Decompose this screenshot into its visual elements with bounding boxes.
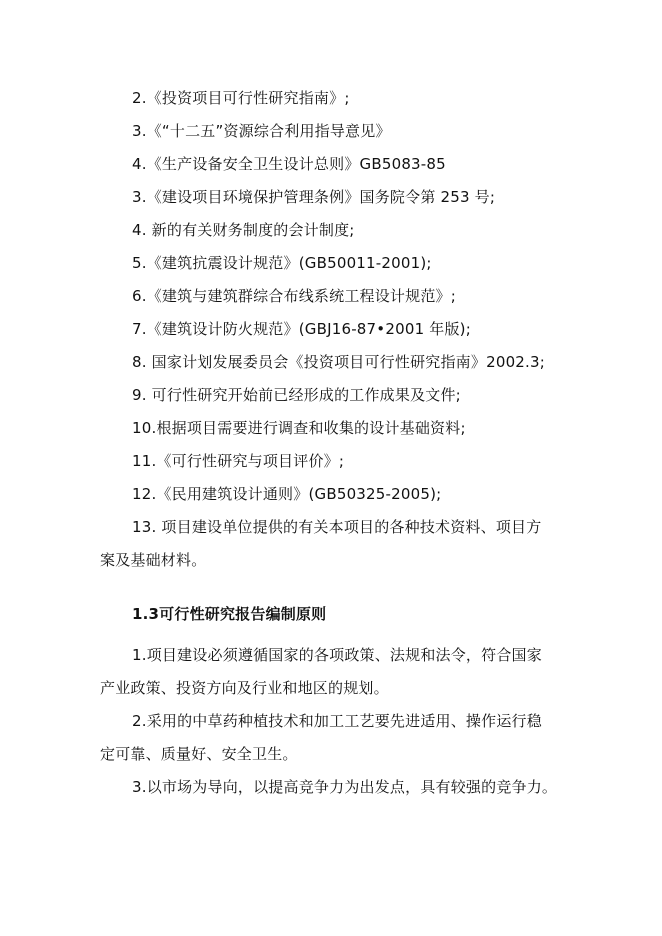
reference-item: 10.根据项目需要进行调查和收集的设计基础资料;	[132, 419, 466, 437]
principle-2-cont: 定可靠、质量好、安全卫生。	[100, 745, 298, 763]
principle-3: 3.以市场为导向，以提高竞争力为出发点，具有较强的竞争力。	[132, 778, 558, 796]
reference-item: 8. 国家计划发展委员会《投资项目可行性研究指南》2002.3;	[132, 353, 546, 371]
reference-item: 2.《投资项目可行性研究指南》;	[132, 89, 350, 107]
principle-1-cont: 产业政策、投资方向及行业和地区的规划。	[100, 679, 389, 697]
reference-item: 3.《“十二五”资源综合利用指导意见》	[132, 122, 391, 140]
reference-item: 4.《生产设备安全卫生设计总则》GB5083-85	[132, 155, 446, 173]
reference-item: 7.《建筑设计防火规范》(GBJ16-87•2001 年版);	[132, 320, 471, 338]
reference-item: 9. 可行性研究开始前已经形成的工作成果及文件;	[132, 386, 461, 404]
reference-item: 6.《建筑与建筑群综合布线系统工程设计规范》;	[132, 287, 456, 305]
principle-2: 2.采用的中草药种植技术和加工工艺要先进适用、操作运行稳	[132, 712, 542, 730]
principle-1: 1.项目建设必须遵循国家的各项政策、法规和法令，符合国家	[132, 646, 542, 664]
reference-item: 12.《民用建筑设计通则》(GB50325-2005);	[132, 485, 442, 503]
reference-item: 4. 新的有关财务制度的会计制度;	[132, 221, 355, 239]
reference-item: 5.《建筑抗震设计规范》(GB50011-2001);	[132, 254, 432, 272]
reference-item: 3.《建设项目环境保护管理条例》国务院令第 253 号;	[132, 188, 496, 206]
reference-item: 11.《可行性研究与项目评价》;	[132, 452, 345, 470]
section-heading: 1.3可行性研究报告编制原则	[132, 605, 327, 623]
reference-item-13: 13. 项目建设单位提供的有关本项目的各种技术资料、项目方	[132, 518, 542, 536]
reference-item-13-cont: 案及基础材料。	[100, 551, 207, 569]
